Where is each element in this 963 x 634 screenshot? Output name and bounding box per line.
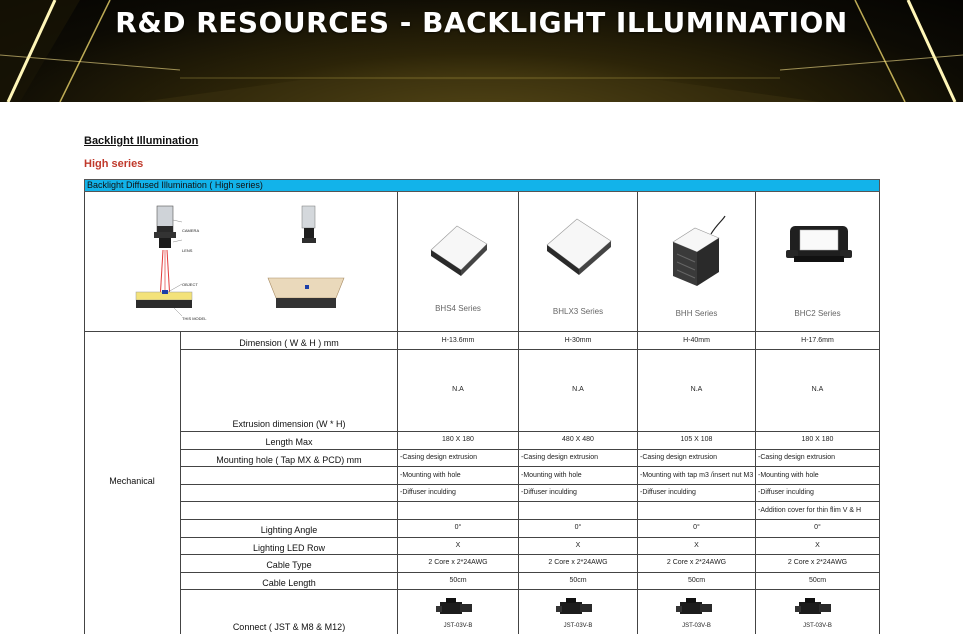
extrusion-value: N.A xyxy=(452,386,464,393)
led-row-value: X xyxy=(455,542,461,549)
row-label-cable-type: Cable Type xyxy=(266,560,312,570)
mounting-line: -Diffuser inculding xyxy=(521,489,577,496)
cable-length-value: 50cm xyxy=(449,577,467,584)
bhh-product-image xyxy=(667,214,727,294)
mounting-line: -Diffuser inculding xyxy=(640,489,696,496)
bhc2-product-image xyxy=(784,216,854,271)
cable-type-value: 2 Core x 2*24AWG xyxy=(666,559,727,566)
row-label-angle: Lighting Angle xyxy=(260,525,318,535)
table-header: Backlight Diffused Illumination ( High series) xyxy=(84,179,880,192)
mounting-line: -Addition cover for thin flim V & H xyxy=(758,507,862,514)
category-mechanical: Mechanical xyxy=(109,476,155,486)
dimension-value: H-30mm xyxy=(564,337,592,344)
cable-length-value: 50cm xyxy=(687,577,706,584)
led-row-value: X xyxy=(815,542,820,549)
mounting-line: -Diffuser inculding xyxy=(400,489,456,496)
angle-value: 0° xyxy=(574,524,582,531)
bhlx3-product-image xyxy=(539,217,619,277)
backlight-setup-diagram xyxy=(124,200,354,328)
diagram-label-object: OBJECT xyxy=(182,282,198,287)
dimension-value: H-17.6mm xyxy=(801,337,834,344)
spec-table xyxy=(84,192,880,634)
length-value: 105 X 108 xyxy=(680,436,713,443)
row-label-mounting: Mounting hole ( Tap MX & PCD) mm xyxy=(216,455,362,465)
diagram-label-this-model: THIS MODEL xyxy=(182,316,207,321)
section-title: Backlight Illumination xyxy=(84,135,199,147)
diagram-label-camera: CAMERA xyxy=(182,228,200,233)
product-bhc2-label: BHC2 Series xyxy=(794,309,841,318)
row-label-length: Length Max xyxy=(265,437,313,447)
connector-icon xyxy=(556,598,596,620)
mounting-line: -Mounting with tap m3 /insert nut M3 xyxy=(640,472,754,479)
mounting-line: -Mounting with hole xyxy=(758,472,819,479)
extrusion-value: N.A xyxy=(572,386,584,393)
cable-type-value: 2 Core x 2*24AWG xyxy=(428,559,488,566)
connect-value: JST-03V-B xyxy=(443,623,473,629)
series-title: High series xyxy=(84,158,144,170)
page-title: R&D RESOURCES - BACKLIGHT ILLUMINATION xyxy=(115,6,848,39)
dimension-value: H-40mm xyxy=(683,337,710,344)
angle-value: 0° xyxy=(693,524,700,531)
mounting-line: -Casing design extrusion xyxy=(400,454,478,461)
led-row-value: X xyxy=(575,542,581,549)
length-value: 480 X 480 xyxy=(562,436,594,443)
row-label-connect: Connect ( JST & M8 & M12) xyxy=(232,622,346,632)
length-value: 180 X 180 xyxy=(442,436,474,443)
cable-length-value: 50cm xyxy=(569,577,587,584)
extrusion-value: N.A xyxy=(811,386,824,393)
connect-value: JST-03V-B xyxy=(563,623,593,629)
diagram-label-lens: LENS xyxy=(182,248,193,253)
extrusion-value: N.A xyxy=(690,386,703,393)
product-bhs4-label: BHS4 Series xyxy=(435,304,481,313)
connect-value: JST-03V-B xyxy=(682,623,711,629)
dimension-value: H-13.6mm xyxy=(441,337,475,344)
angle-value: 0° xyxy=(814,524,821,531)
product-bhh-label: BHH Series xyxy=(675,309,718,318)
led-row-value: X xyxy=(694,542,699,549)
row-label-dimension: Dimension ( W & H ) mm xyxy=(239,338,339,348)
bhs4-product-image xyxy=(423,222,493,277)
mounting-line: -Diffuser inculding xyxy=(758,489,814,496)
connector-icon xyxy=(676,598,716,620)
cable-length-value: 50cm xyxy=(808,577,827,584)
cable-type-value: 2 Core x 2*24AWG xyxy=(787,559,848,566)
cable-type-value: 2 Core x 2*24AWG xyxy=(548,559,608,566)
connect-value: JST-03V-B xyxy=(803,623,832,629)
row-label-extrusion: Extrusion dimension (W * H) xyxy=(232,419,346,429)
connector-icon xyxy=(795,598,835,620)
mounting-line: -Casing design extrusion xyxy=(521,454,599,461)
mounting-line: -Casing design extrusion xyxy=(758,454,836,461)
row-label-led-row: Lighting LED Row xyxy=(252,543,326,553)
mounting-line: -Mounting with hole xyxy=(521,472,582,479)
connector-icon xyxy=(436,598,476,620)
length-value: 180 X 180 xyxy=(801,436,834,443)
angle-value: 0° xyxy=(454,524,462,531)
mounting-line: -Casing design extrusion xyxy=(640,454,718,461)
mounting-line: -Mounting with hole xyxy=(400,472,461,479)
product-bhlx3-label: BHLX3 Series xyxy=(552,307,604,316)
row-label-cable-length: Cable Length xyxy=(262,578,316,588)
header-banner xyxy=(0,0,963,102)
